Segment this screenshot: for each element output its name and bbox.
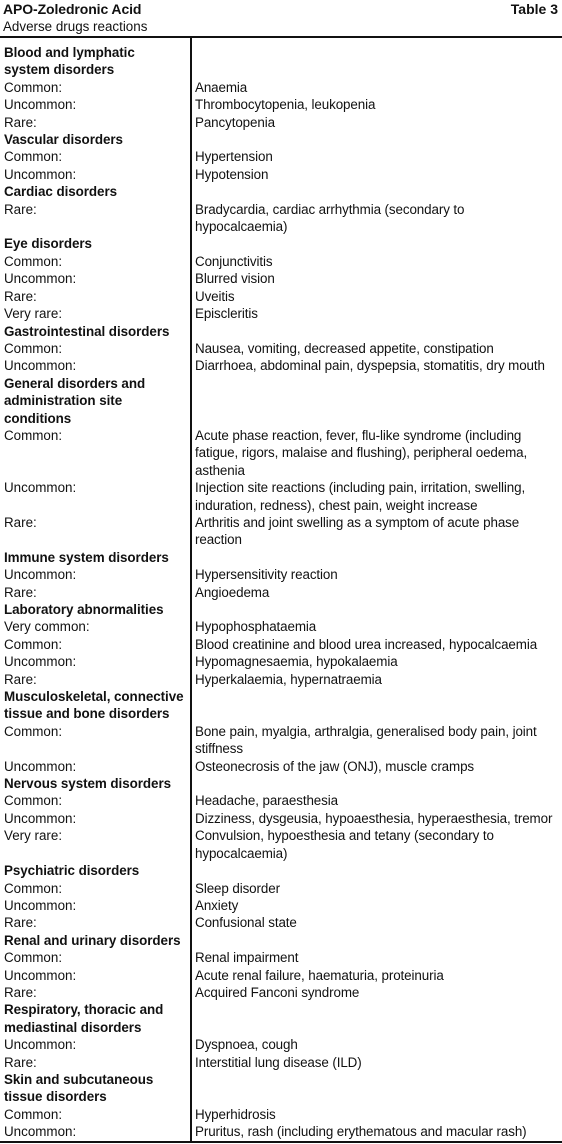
category-heading — [0, 235, 184, 252]
table-row — [0, 305, 562, 322]
frequency-label: Rare: — [4, 671, 37, 687]
category-heading-line: Eye disorders — [4, 236, 92, 252]
category-heading — [0, 862, 184, 879]
frequency-label: Common: — [4, 340, 63, 356]
table-row — [0, 1106, 562, 1123]
table-row — [0, 1036, 562, 1053]
frequency-label: Common: — [4, 793, 63, 809]
reaction-text: Uveitis — [195, 288, 235, 304]
frequency-label: Very rare: — [4, 306, 63, 322]
frequency-label: Rare: — [4, 114, 37, 130]
table-row — [0, 653, 562, 670]
reaction-text: Injection site reactions (including pain, irritation, swelling, induration, redness), chest pain, weight increase — [195, 480, 526, 513]
table-subtitle: Adverse drugs reactions — [3, 19, 148, 35]
frequency-label: Common: — [4, 149, 63, 165]
reaction-text: Anxiety — [195, 897, 239, 913]
frequency-label: Uncommon: — [4, 480, 77, 496]
frequency-label: Rare: — [4, 984, 37, 1000]
table-row — [0, 340, 562, 357]
category-heading-line: Blood and lymphatic — [4, 45, 135, 60]
category-heading — [0, 375, 184, 427]
reaction-text: Hyperhidrosis — [195, 1106, 276, 1122]
reaction-text: Anaemia — [195, 79, 248, 95]
frequency-label: Rare: — [4, 514, 37, 530]
reaction-text: Headache, paraesthesia — [195, 793, 338, 809]
reaction-text: Sleep disorder — [195, 880, 280, 896]
reaction-text: Bone pain, myalgia, arthralgia, generalised body pain, joint stiffness — [195, 723, 537, 757]
reaction-text: Hypomagnesaemia, hypokalaemia — [195, 654, 398, 670]
frequency-label: Uncommon: — [4, 1037, 77, 1053]
table-row — [0, 253, 562, 270]
category-heading — [0, 1071, 184, 1106]
table-row — [0, 166, 562, 183]
frequency-label: Uncommon: — [4, 166, 77, 182]
category-heading-line: Skin and subcutaneous — [4, 1071, 154, 1087]
frequency-label: Common: — [4, 950, 63, 966]
reaction-text: Blurred vision — [195, 271, 275, 287]
frequency-label: Common: — [4, 79, 63, 95]
category-heading — [0, 131, 184, 148]
category-heading — [0, 183, 184, 200]
category-heading-line: mediastinal disorders — [4, 1019, 142, 1035]
frequency-label: Uncommon: — [4, 358, 77, 374]
category-heading — [0, 549, 184, 566]
reaction-text: Interstitial lung disease (ILD) — [195, 1054, 362, 1070]
category-heading — [0, 688, 184, 723]
frequency-label: Uncommon: — [4, 810, 77, 826]
frequency-label: Very common: — [4, 619, 90, 635]
table-row — [0, 827, 562, 862]
category-heading — [0, 932, 184, 949]
table-row — [0, 270, 562, 287]
reaction-text: Pruritus, rash (including erythematous and macular rash) — [195, 1124, 527, 1140]
category-heading-line: Nervous system disorders — [4, 776, 172, 792]
table-row — [0, 949, 562, 966]
category-heading — [0, 1001, 184, 1036]
table-row — [0, 566, 562, 583]
category-heading-line: administration site — [4, 393, 123, 409]
category-heading-line: Musculoskeletal, connective — [4, 689, 184, 705]
frequency-label: Common: — [4, 880, 63, 896]
category-heading-line: Gastrointestinal disorders — [4, 323, 170, 339]
category-heading — [0, 323, 184, 340]
frequency-label: Rare: — [4, 915, 37, 931]
reaction-text: Hyperkalaemia, hypernatraemia — [195, 671, 382, 687]
category-heading-line: conditions — [4, 410, 72, 426]
reaction-text: Acute renal failure, haematuria, proteinuria — [195, 967, 444, 983]
table-row — [0, 967, 562, 984]
table-row — [0, 427, 562, 479]
reaction-text: Acute phase reaction, fever, flu-like syndrome (including fatigue, rigors, malaise and flushing), peripheral oedema, asthenia — [195, 427, 528, 478]
reaction-text: Arthritis and joint swelling as a symptom of acute phase reaction — [195, 514, 520, 548]
category-heading — [0, 775, 184, 792]
table-row — [0, 636, 562, 653]
reaction-text: Episcleritis — [195, 306, 258, 322]
frequency-label: Rare: — [4, 201, 37, 217]
frequency-label: Common: — [4, 636, 63, 652]
reaction-text: Blood creatinine and blood urea increased, hypocalcaemia — [195, 636, 538, 652]
table-header — [0, 0, 562, 38]
document-title: APO-Zoledronic Acid — [3, 1, 142, 17]
category-heading-line: General disorders and — [4, 375, 146, 391]
table-row — [0, 1123, 562, 1140]
table-row — [0, 897, 562, 914]
reaction-text: Renal impairment — [195, 950, 299, 966]
table-row — [0, 914, 562, 931]
frequency-label: Rare: — [4, 1054, 37, 1070]
category-heading — [0, 44, 184, 79]
frequency-label: Uncommon: — [4, 271, 77, 287]
table-row — [0, 671, 562, 688]
frequency-label: Uncommon: — [4, 967, 77, 983]
category-heading-line: Renal and urinary disorders — [4, 932, 181, 948]
reaction-text: Dizziness, dysgeusia, hypoaesthesia, hyperaesthesia, tremor — [195, 810, 553, 826]
table-body — [0, 38, 562, 1143]
reaction-text: Nausea, vomiting, decreased appetite, constipation — [195, 340, 494, 356]
category-heading — [0, 601, 184, 618]
frequency-label: Common: — [4, 723, 63, 739]
table-row — [0, 618, 562, 635]
table-number: Table 3 — [510, 1, 558, 17]
table-row — [0, 357, 562, 374]
table-row — [0, 96, 562, 113]
reaction-text: Convulsion, hypoesthesia and tetany (secondary to hypocalcaemia) — [195, 828, 494, 861]
reaction-text: Thrombocytopenia, leukopenia — [195, 97, 376, 113]
reaction-text: Hypotension — [195, 166, 269, 182]
frequency-label: Uncommon: — [4, 758, 77, 774]
frequency-label: Common: — [4, 253, 63, 269]
reaction-text: Diarrhoea, abdominal pain, dyspepsia, stomatitis, dry mouth — [195, 358, 545, 374]
table-row — [0, 479, 562, 514]
category-heading-line: system disorders — [4, 62, 115, 78]
table-row — [0, 792, 562, 809]
table-row — [0, 201, 562, 236]
category-heading-line: Respiratory, thoracic and — [4, 1002, 164, 1018]
frequency-label: Uncommon: — [4, 1124, 77, 1140]
frequency-label: Uncommon: — [4, 97, 77, 113]
table-row — [0, 810, 562, 827]
table-row — [0, 723, 562, 758]
category-heading-line: tissue disorders — [4, 1089, 107, 1105]
category-heading-line: tissue and bone disorders — [4, 706, 170, 722]
frequency-label: Common: — [4, 1106, 63, 1122]
reaction-text: Angioedema — [195, 584, 270, 600]
reaction-text: Conjunctivitis — [195, 253, 273, 269]
frequency-label: Rare: — [4, 584, 37, 600]
category-heading-line: Laboratory abnormalities — [4, 602, 164, 617]
reaction-text: Bradycardia, cardiac arrhythmia (secondary to hypocalcaemia) — [195, 201, 465, 235]
reaction-text: Hypertension — [195, 149, 273, 165]
table-row — [0, 514, 562, 549]
table-row — [0, 288, 562, 305]
frequency-label: Rare: — [4, 288, 37, 304]
table-row — [0, 584, 562, 601]
table-row — [0, 758, 562, 775]
frequency-label: Common: — [4, 427, 63, 443]
reaction-text: Hypophosphataemia — [195, 619, 317, 635]
frequency-label: Uncommon: — [4, 897, 77, 913]
reaction-text: Confusional state — [195, 915, 297, 931]
reaction-text: Pancytopenia — [195, 114, 275, 130]
category-heading-line: Cardiac disorders — [4, 184, 118, 200]
table-row — [0, 79, 562, 96]
frequency-label: Uncommon: — [4, 567, 77, 583]
table-row — [0, 114, 562, 131]
category-heading-line: Immune system disorders — [4, 549, 169, 565]
frequency-label: Very rare: — [4, 828, 63, 844]
table-row — [0, 148, 562, 165]
table-row — [0, 984, 562, 1001]
category-heading-line: Vascular disorders — [4, 132, 123, 148]
adverse-reaction-list — [0, 38, 562, 1141]
category-heading-line: Psychiatric disorders — [4, 863, 140, 879]
reaction-text: Dyspnoea, cough — [195, 1037, 298, 1053]
reaction-text: Acquired Fanconi syndrome — [195, 984, 360, 1000]
table-row — [0, 880, 562, 897]
reaction-text: Hypersensitivity reaction — [195, 567, 338, 583]
table-row — [0, 1054, 562, 1071]
column-divider — [190, 38, 192, 1141]
frequency-label: Uncommon: — [4, 654, 77, 670]
reaction-text: Osteonecrosis of the jaw (ONJ), muscle cramps — [195, 758, 475, 774]
